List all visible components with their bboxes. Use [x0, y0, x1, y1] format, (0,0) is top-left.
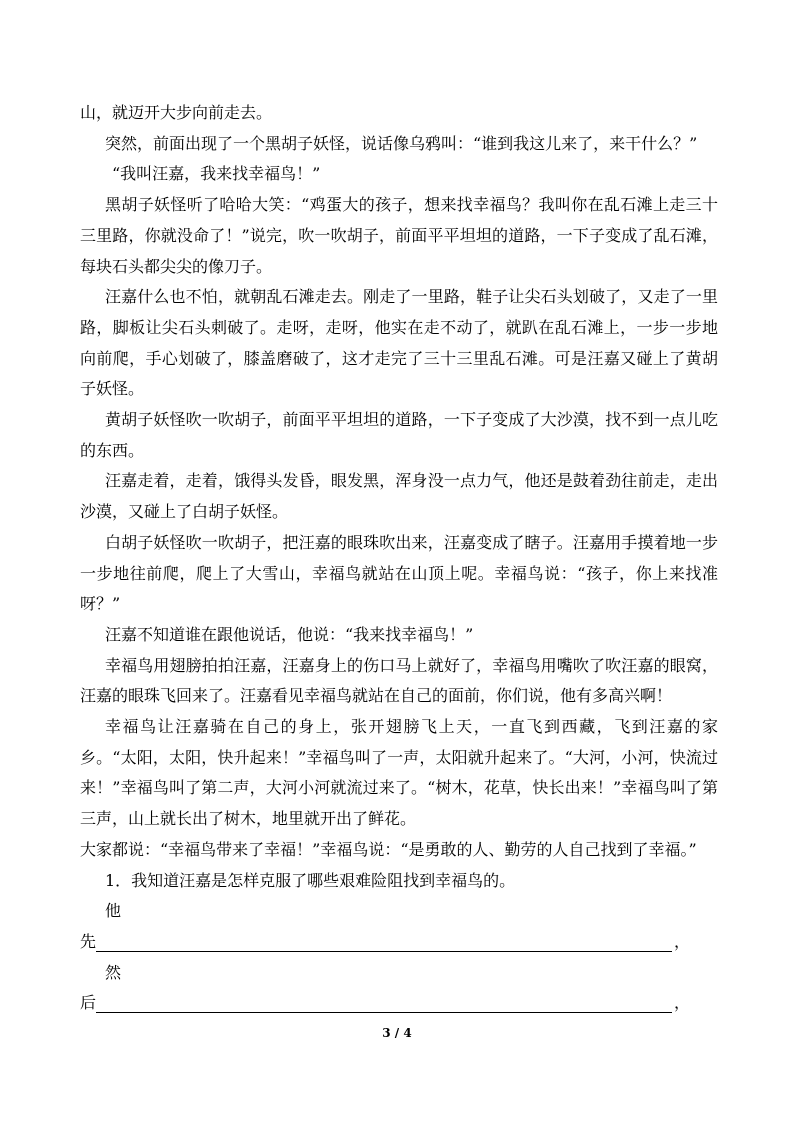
- paragraph-3: “我叫汪嘉，我来找幸福鸟！”: [112, 164, 321, 184]
- paragraph-2: 突然，前面出现了一个黑胡子妖怪，说话像乌鸦叫：“谁到我这儿来了，来干什么？”: [105, 133, 698, 153]
- paragraph-7: 汪嘉走着，走着，饿得头发昏，眼发黑，浑身没一点力气，他还是鼓着劲往前走，走出沙漠，又碰上了白胡子妖怪。: [80, 471, 718, 522]
- paragraph-10: 幸福鸟用翅膀拍拍汪嘉，汪嘉身上的伤口马上就好了，幸福鸟用嘴吹了吹汪嘉的眼窝，汪嘉的眼珠飞回来了。汪嘉看见幸福鸟就站在自己的面前，你们说，他有多高兴啊！: [80, 655, 718, 706]
- answer-1-row: [80, 927, 718, 958]
- paragraph-12: 大家都说：“幸福鸟带来了幸福！”幸福鸟说：“是勇敢的人、勤劳的人自己找到了幸福。”: [80, 839, 697, 859]
- answer-2-lead: 然: [105, 962, 122, 982]
- question-1: 1．我知道汪嘉是怎样克服了哪些艰难险阻找到幸福鸟的。: [105, 870, 516, 890]
- answer-1-lead: 他: [105, 901, 122, 921]
- answer-2-blank[interactable]: [96, 1011, 672, 1013]
- answer-1-label: 先: [80, 931, 97, 951]
- answer-2-row: [80, 988, 718, 1019]
- answer-1-comma: ，: [674, 931, 691, 951]
- paragraph-9: 汪嘉不知道谁在跟他说话，他说：“我来找幸福鸟！”: [105, 624, 474, 644]
- paragraph-1: 山，就迈开大步向前走去。: [80, 103, 273, 122]
- story-text: [80, 98, 718, 1019]
- page-number: 3 / 4: [382, 1026, 412, 1040]
- paragraph-11: 幸福鸟让汪嘉骑在自己的身上，张开翅膀飞上天，一直飞到西藏，飞到汪嘉的家乡。“太阳，太阳，快升起来！”幸福鸟叫了一声，太阳就升起来了。“大河，小河，快流过来！”幸福鸟叫了第二声，大河小河就流过来了。“树木，花草，快长出来！”幸福鸟叫了第三声，山上就长出了树木，地里就开出了鲜花。: [80, 717, 718, 829]
- paragraph-4: 黑胡子妖怪听了哈哈大笑：“鸡蛋大的孩子，想来找幸福鸟？我叫你在乱石滩上走三十三里路，你就没命了！”说完，吹一吹胡子，前面平平坦坦的道路，一下子变成了乱石滩，每块石头都尖尖的像刀子。: [80, 195, 718, 276]
- answer-2-comma: ，: [674, 993, 691, 1013]
- paragraph-6: 黄胡子妖怪吹一吹胡子，前面平平坦坦的道路，一下子变成了大沙漠，找不到一点儿吃的东西。: [80, 410, 718, 460]
- answer-1-blank[interactable]: [96, 950, 672, 952]
- answer-2-label: 后: [80, 993, 97, 1013]
- paragraph-8: 白胡子妖怪吹一吹胡子，把汪嘉的眼珠吹出来，汪嘉变成了瞎子。汪嘉用手摸着地一步一步地往前爬，爬上了大雪山，幸福鸟就站在山顶上呢。幸福鸟说：“孩子，你上来找准呀？”: [80, 532, 718, 614]
- paragraph-5: 汪嘉什么也不怕，就朝乱石滩走去。刚走了一里路，鞋子让尖石头划破了，又走了一里路，脚板让尖石头刺破了。走呀，走呀，他实在走不动了，就趴在乱石滩上，一步一步地向前爬，手心划破了，膝盖磨破了，这才走完了三十三里乱石滩。可是汪嘉又碰上了黄胡子妖怪。: [80, 287, 718, 399]
